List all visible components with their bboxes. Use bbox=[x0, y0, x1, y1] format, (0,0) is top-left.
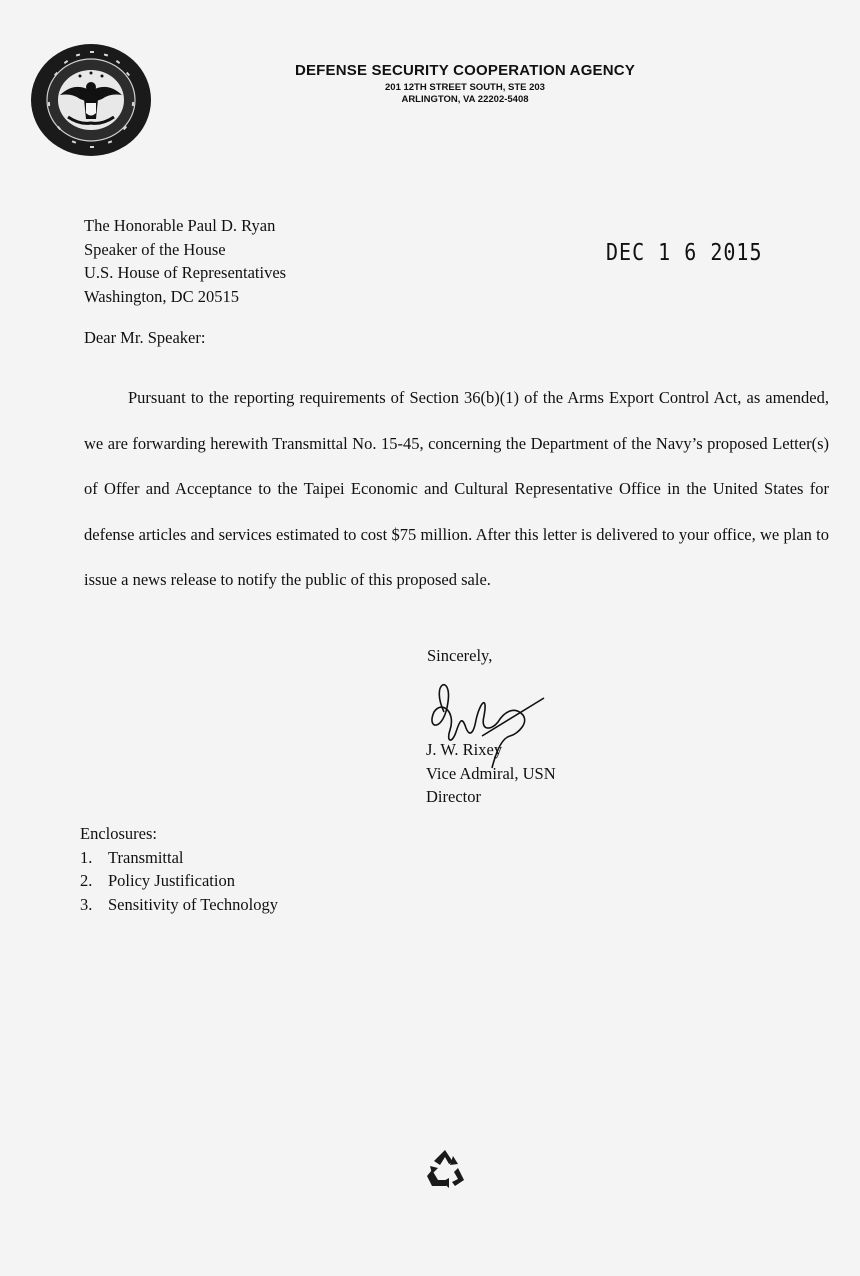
salutation: Dear Mr. Speaker: bbox=[84, 328, 206, 347]
agency-name: DEFENSE SECURITY COOPERATION AGENCY bbox=[294, 62, 636, 79]
list-item bbox=[80, 869, 278, 893]
list-item-label: Policy Justification bbox=[108, 871, 235, 890]
list-item bbox=[80, 846, 278, 870]
list-item-label: Sensitivity of Technology bbox=[108, 894, 278, 914]
enclosures-heading: Enclosures: bbox=[80, 824, 157, 843]
recipient-city: Washington, DC 20515 bbox=[84, 286, 239, 306]
agency-address-line1: 201 12TH STREET SOUTH, STE 203 bbox=[385, 82, 545, 93]
signer-title: Vice Admiral, USN bbox=[426, 763, 556, 783]
letter-body bbox=[84, 375, 829, 603]
signer-position: Director bbox=[426, 787, 481, 806]
recipient-address bbox=[84, 214, 286, 308]
recipient-organization: U.S. House of Representatives bbox=[84, 263, 287, 282]
list-item-label: Transmittal bbox=[108, 847, 184, 867]
recipient-name: The Honorable Paul D. Ryan bbox=[84, 216, 276, 235]
enclosures bbox=[80, 822, 278, 916]
signer-block bbox=[426, 738, 556, 809]
closing: Sincerely, bbox=[427, 646, 493, 665]
agency-address-line2: ARLINGTON, VA 22202-5408 bbox=[401, 94, 529, 105]
date-stamp: DEC 1 6 2015 bbox=[606, 238, 763, 266]
recipient-title: Speaker of the House bbox=[84, 239, 226, 259]
list-item-number: 3. bbox=[80, 894, 93, 914]
letterhead bbox=[250, 62, 680, 106]
list-item-number: 1. bbox=[80, 847, 93, 867]
enclosures-list bbox=[80, 846, 278, 917]
department-of-defense-seal-icon bbox=[30, 43, 152, 157]
body-paragraph: Pursuant to the reporting requirements of Section 36(b)(1) of the Arms Export Control Act, as amended, we are forwarding herewith Transmittal No. 15-45, concerning the Department of the Navy’s proposed Letter(s) of Offer and Acceptance to the Taipei Economic and Cultural Representative Office in the United States for defense articles and services estimated to cost $75 million. After this letter is delivered to your office, we plan to issue a news release to notify the public of this proposed sale. bbox=[84, 388, 829, 589]
signer-name: J. W. Rixey bbox=[426, 740, 503, 759]
list-item bbox=[80, 893, 278, 917]
list-item-number: 2. bbox=[80, 871, 93, 890]
recycle-icon bbox=[422, 1146, 468, 1192]
